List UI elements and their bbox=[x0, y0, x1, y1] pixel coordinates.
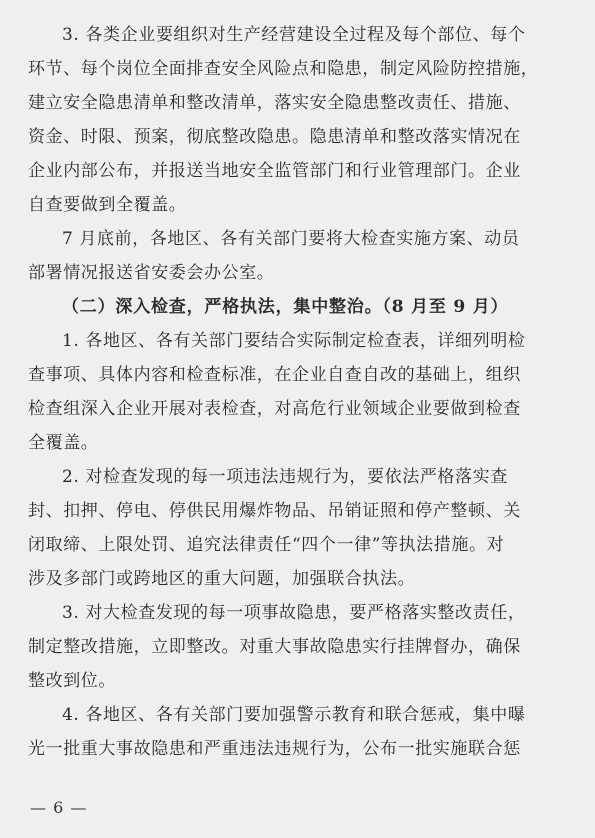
text-line: 制定整改措施，立即整改。对重大事故隐患实行挂牌督办，确保 bbox=[28, 637, 521, 657]
paragraph bbox=[28, 222, 576, 290]
text-line: 部署情况报送省安委会办公室。 bbox=[28, 263, 275, 283]
text-line: 4. 各地区、各有关部门要加强警示教育和联合惩戒，集中曝 bbox=[62, 705, 526, 725]
page-number: — 6 — bbox=[30, 798, 88, 817]
text-line: 2. 对检查发现的每一项违法违规行为，要依法严格落实查 bbox=[62, 467, 508, 487]
document-body bbox=[28, 18, 576, 766]
paragraph bbox=[28, 324, 576, 460]
paragraph bbox=[28, 698, 576, 766]
text-line: 建立安全隐患清单和整改清单，落实安全隐患整改责任、措施、 bbox=[28, 93, 521, 113]
text-line: 闭取缔、上限处罚、追究法律责任“四个一律”等执法措施。对 bbox=[28, 535, 505, 555]
text-line: 全覆盖。 bbox=[28, 433, 99, 453]
text-line: 1. 各地区、各有关部门要结合实际制定检查表，详细列明检 bbox=[62, 331, 526, 351]
text-line: 资金、时限、预案，彻底整改隐患。隐患清单和整改落实情况在 bbox=[28, 127, 521, 147]
paragraph bbox=[28, 18, 576, 222]
text-line: 3. 对大检查发现的每一项事故隐患，要严格落实整改责任， bbox=[62, 603, 526, 623]
text-line: 封、扣押、停电、停供民用爆炸物品、吊销证照和停产整顿、关 bbox=[28, 501, 521, 521]
paragraph bbox=[28, 596, 576, 698]
text-line: 7 月底前，各地区、各有关部门要将大检查实施方案、动员 bbox=[62, 229, 520, 249]
text-line: 环节、每个岗位全面排查安全风险点和隐患，制定风险防控措施， bbox=[28, 59, 539, 79]
section-heading bbox=[28, 290, 576, 324]
text-line: 涉及多部门或跨地区的重大问题，加强联合执法。 bbox=[28, 569, 416, 589]
text-line: 3. 各类企业要组织对生产经营建设全过程及每个部位、每个 bbox=[62, 25, 526, 45]
text-line: 自查要做到全覆盖。 bbox=[28, 195, 187, 215]
text-line: 整改到位。 bbox=[28, 671, 116, 691]
paragraph bbox=[28, 460, 576, 596]
text-line: 企业内部公布，并报送当地安全监管部门和行业管理部门。企业 bbox=[28, 161, 521, 181]
text-line: （二）深入检查，严格执法，集中整治。（8 月至 9 月） bbox=[62, 297, 509, 317]
text-line: 光一批重大事故隐患和严重违法违规行为，公布一批实施联合惩 bbox=[28, 739, 521, 759]
text-line: 检查组深入企业开展对表检查，对高危行业领域企业要做到检查 bbox=[28, 399, 521, 419]
text-line: 查事项、具体内容和检查标准，在企业自查自改的基础上，组织 bbox=[28, 365, 521, 385]
